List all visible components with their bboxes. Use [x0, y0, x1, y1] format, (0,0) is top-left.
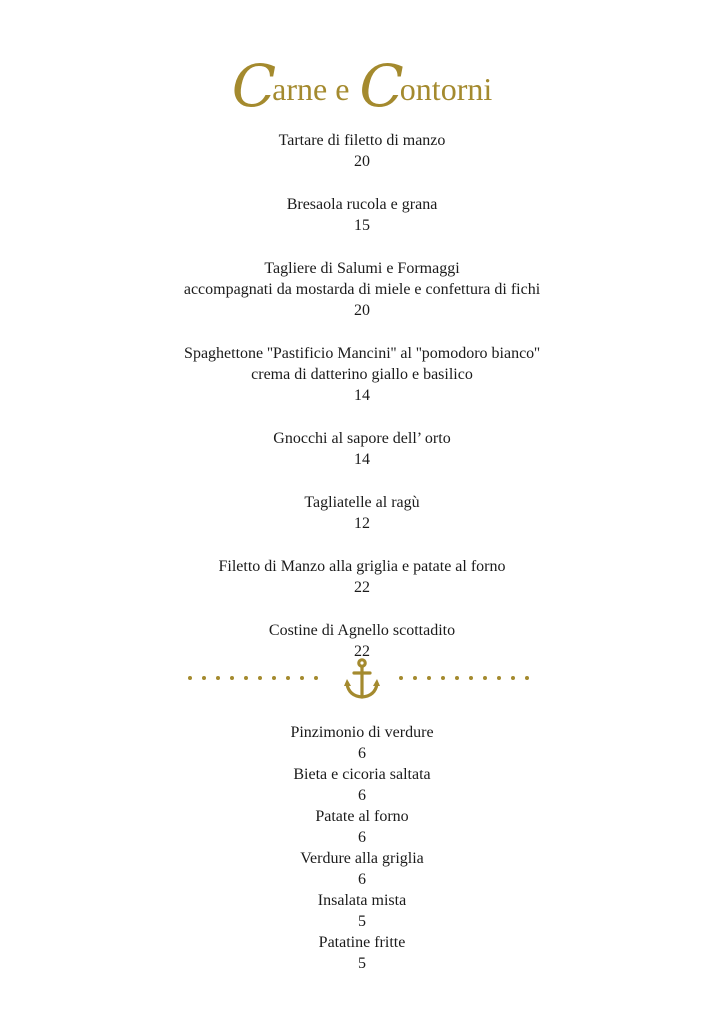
menu-item-name: Bresaola rucola e grana — [286, 196, 438, 213]
side-item — [0, 848, 724, 890]
side-item-name: Bieta e cicoria saltata — [293, 766, 431, 783]
menu-item-price: 20 — [354, 153, 370, 170]
title-initial-2: C — [359, 52, 404, 120]
side-item-name: Patatine fritte — [318, 934, 406, 951]
page-title — [0, 52, 724, 120]
side-item-name: Verdure alla griglia — [300, 850, 424, 867]
side-item-name: Patate al forno — [315, 808, 409, 825]
title-word-1: arne e — [272, 71, 350, 107]
title-word-2: ontorni — [399, 71, 493, 107]
anchor-icon — [343, 658, 381, 702]
menu-item-price: 22 — [354, 643, 370, 660]
menu-item-price: 14 — [354, 387, 370, 404]
menu-item-name: Gnocchi al sapore dell’ orto — [273, 430, 451, 447]
menu-item — [0, 428, 724, 470]
menu-item-name: Tartare di filetto di manzo — [278, 132, 446, 149]
menu-item-name: Filetto di Manzo alla griglia e patate al forno — [218, 558, 506, 575]
section-divider — [0, 656, 724, 706]
menu-item — [0, 258, 724, 321]
side-item — [0, 764, 724, 806]
mains-list — [0, 130, 724, 684]
side-item — [0, 890, 724, 932]
divider-dots-left — [188, 676, 328, 682]
side-item-price: 6 — [358, 787, 366, 804]
sides-list — [0, 722, 724, 974]
menu-item — [0, 130, 724, 172]
side-item-price: 5 — [358, 913, 366, 930]
menu-item-price: 14 — [354, 451, 370, 468]
menu-item-price: 12 — [354, 515, 370, 532]
side-item-name: Insalata mista — [317, 892, 407, 909]
menu-item-name: Tagliere di Salumi e Formaggi — [264, 260, 460, 277]
menu-item-description: crema di datterino giallo e basilico — [251, 366, 473, 383]
divider-dots-right — [399, 676, 539, 682]
side-item — [0, 932, 724, 974]
side-item-price: 6 — [358, 829, 366, 846]
side-item-price: 5 — [358, 955, 366, 972]
side-item-price: 6 — [358, 871, 366, 888]
menu-item-description: accompagnati da mostarda di miele e confettura di fichi — [183, 281, 541, 298]
menu-item-name: Tagliatelle al ragù — [304, 494, 420, 511]
side-item — [0, 722, 724, 764]
title-initial-1: C — [231, 52, 277, 120]
menu-item-name: Costine di Agnello scottadito — [268, 622, 456, 639]
menu-item-name: Spaghettone ''Pastificio Mancini'' al ''pomodoro bianco'' — [184, 345, 540, 362]
menu-item — [0, 343, 724, 406]
menu-item-price: 20 — [354, 302, 370, 319]
menu-item — [0, 194, 724, 236]
menu-item-price: 15 — [354, 217, 370, 234]
side-item — [0, 806, 724, 848]
menu-item-price: 22 — [354, 579, 370, 596]
side-item-name: Pinzimonio di verdure — [290, 724, 434, 741]
menu-item — [0, 556, 724, 598]
side-item-price: 6 — [358, 745, 366, 762]
menu-item — [0, 492, 724, 534]
